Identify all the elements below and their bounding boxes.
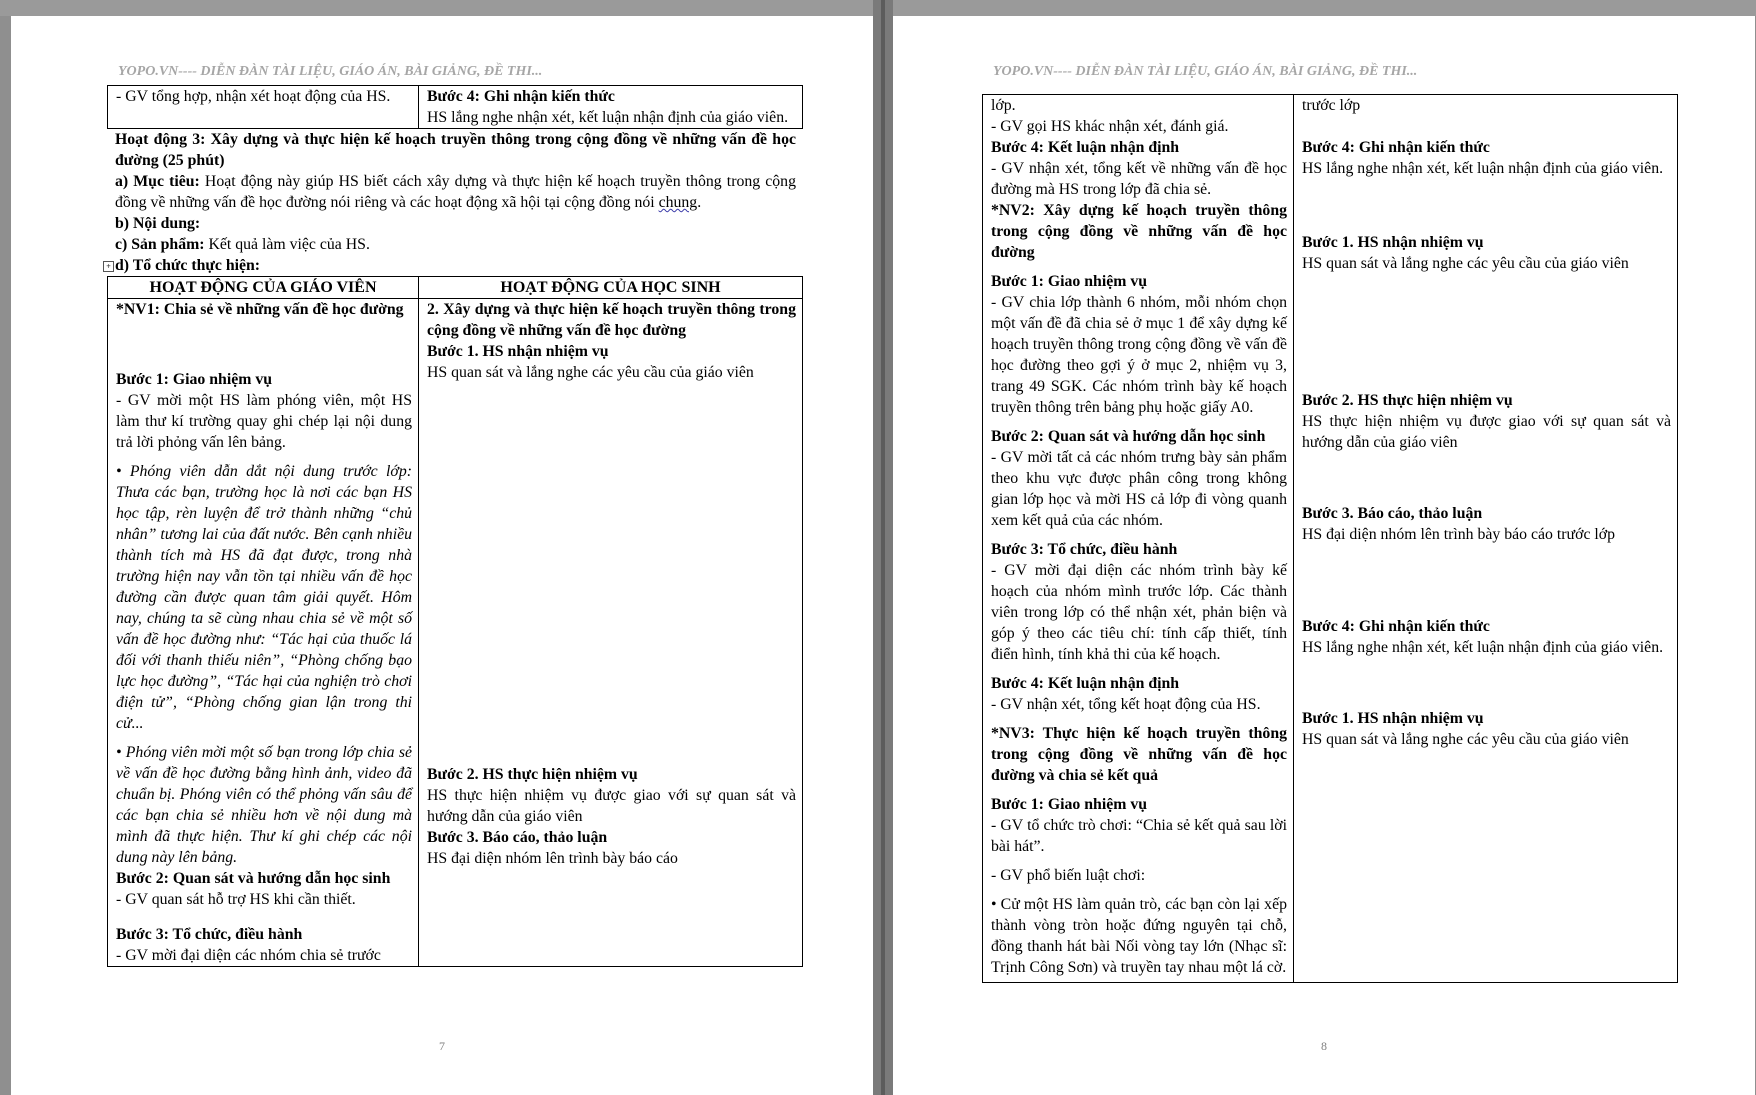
student-cell: trước lớp Bước 4: Ghi nhận kiến thức HS lắng nghe nhận xét, kết luận nhận định của giáo viên. Bước 1. HS nhận nhiệm vụ HS quan sát và lắng nghe các yêu cầu của giáo viên Bước 2. HS thực hiện nhiệm vụ HS thực hiện nhiệm vụ được giao với sự quan sát và hướng dẫn của giáo viên Bước 3. Báo cáo, thảo luận HS đại diện nhóm lên trình bày báo cáo trước lớp Bước 4: Ghi nhận kiến thức HS lắng nghe nhận xét, kết luận nhận định của giáo viên. Bước 1. HS nhận nhiệm vụ HS quan sát và lắng nghe các yêu cầu của giáo viên bbox=[1294, 95, 1678, 983]
student-cell: 2. Xây dựng và thực hiện kế hoạch truyền thông trong cộng đồng về những vấn đề học đường Bước 1. HS nhận nhiệm vụ HS quan sát và lắng nghe các yêu cầu của giáo viên Bước 2. HS thực hiện nhiệm vụ HS thực hiện nhiệm vụ được giao với sự quan sát và hướng dẫn của giáo viên Bước 3. Báo cáo, thảo luận HS đại diện nhóm lên trình bày báo cáo bbox=[419, 299, 803, 967]
page-header: YOPO.VN---- DIỄN ĐÀN TÀI LIỆU, GIÁO ÁN, BÀI GIẢNG, ĐỀ THI... bbox=[993, 64, 1418, 79]
activity-organization-label: + d) Tổ chức thực hiện: bbox=[115, 255, 796, 276]
activity-content-label: b) Nội dung: bbox=[115, 215, 201, 232]
page-header: YOPO.VN---- DIỄN ĐÀN TÀI LIỆU, GIÁO ÁN, BÀI GIẢNG, ĐỀ THI... bbox=[118, 64, 543, 79]
activity-table bbox=[107, 276, 803, 967]
table-row bbox=[108, 86, 803, 129]
document-page-7 bbox=[11, 16, 873, 1095]
teacher-cell: *NV1: Chia sẻ về những vấn đề học đường Bước 1: Giao nhiệm vụ - GV mời một HS làm phóng viên, một HS làm thư kí trường quay ghi chép lại nội dung trả lời phỏng vấn lên bảng. • Phóng viên dẫn dắt nội dung trước lớp: Thưa các bạn, trường học là nơi các bạn HS học tập, rèn luyện để trở thành những “chủ nhân” tương lai của đất nước. Bên cạnh nhiều thành tích mà HS đã đạt được, trong nhà trường hiện nay vẫn tồn tại nhiều vấn đề học đường cần được quan tâm giải quyết. Hôm nay, chúng ta sẽ cùng nhau chia sẻ về một số vấn đề học đường như: “Tác hại của thuốc lá đối với thanh thiếu niên”, “Phòng chống bạo lực học đường”, “Tác hại của nghiện trò chơi điện tử”, “Phòng chống gian lận trong thi cử... • Phóng viên mời một số bạn trong lớp chia sẻ về vấn đề học đường bằng hình ảnh, video đã chuẩn bị. Phóng viên có thể phỏng vấn sâu để các bạn chia sẻ nhiều hơn về nội dung mà mình đã thực hiện. Thư kí ghi chép các nội dung này lên bảng. Bước 2: Quan sát và hướng dẫn học sinh - GV quan sát hỗ trợ HS khi cần thiết. Bước 3: Tổ chức, điều hành - GV mời đại diện các nhóm chia sẻ trước bbox=[108, 299, 419, 967]
page-7-content bbox=[107, 85, 802, 967]
page-gutter bbox=[873, 0, 893, 1095]
teacher-cell: lớp. - GV gọi HS khác nhận xét, đánh giá. Bước 4: Kết luận nhận định - GV nhận xét, tổng kết về những vấn đề học đường mà HS trong lớp đã chia sẻ. *NV2: Xây dựng kế hoạch truyền thông trong cộng đồng về những vấn đề học đường Bước 1: Giao nhiệm vụ - GV chia lớp thành 6 nhóm, mỗi nhóm chọn một vấn đề đã chia sẻ ở mục 1 để xây dựng kế hoạch truyền thông trong cộng đồng về vấn đề học đường theo gợi ý ở mục 2, nhiệm vụ 3, trang 49 SGK. Các nhóm trình bày kế hoạch truyền thông trên bảng phụ hoặc giấy A0. Bước 2: Quan sát và hướng dẫn học sinh - GV mời tất cả các nhóm trưng bày sản phẩm theo khu vực được phân công trong không gian lớp học và mời HS cả lớp đi vòng quanh xem kết quả của các nhóm. Bước 3: Tổ chức, điều hành - GV mời đại diện các nhóm trình bày kế hoạch của nhóm mình trước lớp. Các thành viên trong lớp có thể nhận xét, phản biện và góp ý theo các tiêu chí: tính cấp thiết, tính điển hình, tính khả thi của kế hoạch. Bước 4: Kết luận nhận định - GV nhận xét, tổng kết hoạt động của HS. *NV3: Thực hiện kế hoạch truyền thông trong cộng đồng về những vấn đề học đường và chia sẻ kết quả Bước 1: Giao nhiệm vụ - GV tổ chức trò chơi: “Chia sẻ kết quả sau lời bài hát”. - GV phổ biến luật chơi: • Cử một HS làm quản trò, các bạn còn lại xếp thành vòng tròn hoặc đứng nguyên tại chỗ, đồng thanh hát bài Nối vòng tay lớn (Nhạc sĩ: Trịnh Công Sơn) và truyền tay nhau một lá cờ. bbox=[983, 95, 1294, 983]
activity-goal: a) Mục tiêu: Hoạt động này giúp HS biết cách xây dựng và thực hiện kế hoạch truyền thông trong cộng đồng về những vấn đề học đường nói riêng và các hoạt động xã hội tại cộng đồng nói chung. bbox=[115, 173, 796, 211]
page-number: 8 bbox=[1321, 1039, 1327, 1053]
table-move-handle-icon[interactable]: + bbox=[103, 261, 114, 272]
table-row bbox=[983, 95, 1678, 983]
activity-title: Hoạt động 3: Xây dựng và thực hiện kế hoạch truyền thông trong cộng đồng về những vấn đề học đường (25 phút) bbox=[115, 131, 796, 169]
teacher-cell: - GV tổng hợp, nhận xét hoạt động của HS. bbox=[108, 86, 419, 129]
column-header-student: HOẠT ĐỘNG CỦA HỌC SINH bbox=[419, 277, 803, 299]
activity-block bbox=[107, 129, 802, 276]
page-8-content bbox=[982, 94, 1677, 983]
page-number: 7 bbox=[439, 1039, 445, 1053]
column-header-teacher: HOẠT ĐỘNG CỦA GIÁO VIÊN bbox=[108, 277, 419, 299]
top-continuation-table bbox=[107, 85, 803, 129]
document-page-8 bbox=[893, 16, 1755, 1095]
table-header-row bbox=[108, 277, 803, 299]
student-cell: Bước 4: Ghi nhận kiến thức HS lắng nghe nhận xét, kết luận nhận định của giáo viên. bbox=[419, 86, 803, 129]
table-row bbox=[108, 299, 803, 967]
activity-table-continued bbox=[982, 94, 1678, 983]
activity-product: c) Sản phẩm: Kết quả làm việc của HS. bbox=[115, 236, 370, 253]
